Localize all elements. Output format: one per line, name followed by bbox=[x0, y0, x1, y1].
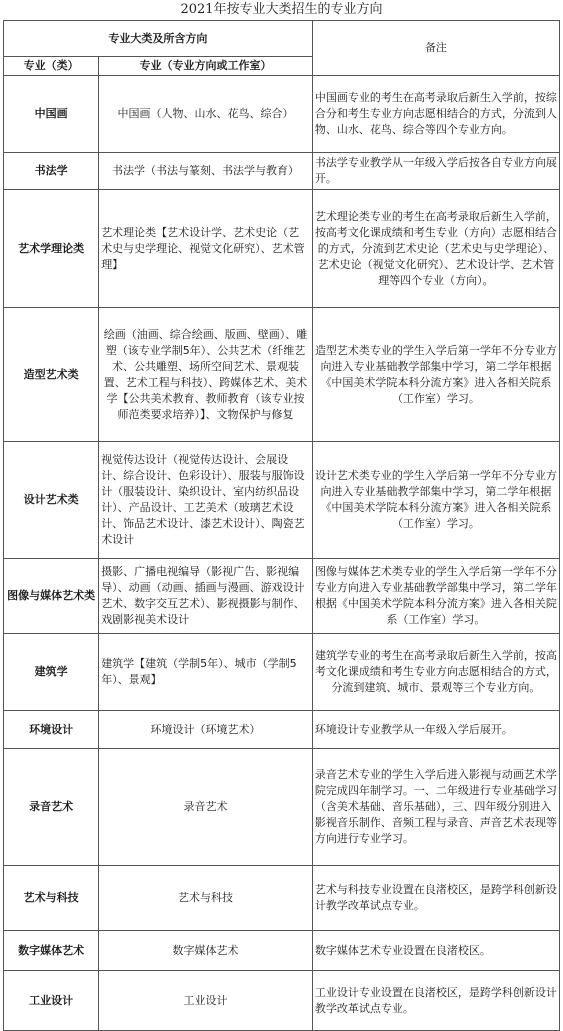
row-major: 艺术与科技 bbox=[99, 866, 313, 931]
majors-table bbox=[3, 20, 560, 1031]
table-row bbox=[4, 442, 560, 559]
row-major: 书法学（书法与篆刻、书法学与教育） bbox=[99, 153, 313, 190]
row-major: 绘画（油画、综合绘画、版画、壁画）、雕塑（该专业学制5年）、公共艺术（纤维艺术、公共雕塑、场所空间艺术、景观装置、艺术工程与科技）、跨媒体艺术、美术学【公共美术教育、教师教育（该专业按师范类要求培养）】、文物保护与修复 bbox=[99, 308, 313, 442]
row-major: 摄影、广播电视编导（影视广告、影视编导）、动画（动画、插画与漫画、游戏设计艺术、数字交互艺术）、影视摄影与制作、戏剧影视美术设计 bbox=[99, 559, 313, 634]
table-row bbox=[4, 559, 560, 634]
row-major: 工业设计 bbox=[99, 971, 313, 1031]
row-major: 建筑学【建筑（学制5年）、城市（学制5年）、景观】 bbox=[99, 634, 313, 711]
row-class: 录音艺术 bbox=[4, 749, 99, 866]
row-remark: 设计艺术类专业的学生入学后第一学年不分专业方向进入专业基础教学部集中学习，第二学年根据《中国美术学院本科分流方案》进入各相关院系（工作室）学习。 bbox=[312, 442, 559, 559]
header-remark: 备注 bbox=[312, 21, 559, 76]
row-major: 数字媒体艺术 bbox=[99, 931, 313, 971]
row-class: 造型艺术类 bbox=[4, 308, 99, 442]
row-remark: 书法学专业教学从一年级入学后按各自专业方向展开。 bbox=[312, 153, 559, 190]
row-remark: 环境设计专业教学从一年级入学后展开。 bbox=[312, 711, 559, 749]
row-remark: 艺术与科技专业设置在良渚校区，是跨学科创新设计教学改革试点专业。 bbox=[312, 866, 559, 931]
row-major: 视觉传达设计（视觉传达设计、会展设计、综合设计、色彩设计）、服装与服饰设计（服装设计、染织设计、室内纺织品设计）、产品设计、工艺美术（玻璃艺术设计、饰品艺术设计、漆艺术设计）、陶瓷艺术设计 bbox=[99, 442, 313, 559]
table-row bbox=[4, 971, 560, 1031]
table-row bbox=[4, 308, 560, 442]
row-major: 环境设计（环境艺术） bbox=[99, 711, 313, 749]
row-class: 工业设计 bbox=[4, 971, 99, 1031]
row-class: 艺术学理论类 bbox=[4, 190, 99, 308]
row-remark: 中国画专业的考生在高考录取后新生入学前，按综合分和考生专业方向志愿相结合的方式，分流到人物、山水、花鸟、综合等四个专业方向。 bbox=[312, 76, 559, 153]
table-row bbox=[4, 190, 560, 308]
row-major: 艺术理论类【艺术设计学、艺术史论（艺术史与史学理论、视觉文化研究）、艺术管理】 bbox=[99, 190, 313, 308]
page-title: 2021年按专业大类招生的专业方向 bbox=[180, 2, 383, 17]
row-remark: 录音艺术专业的学生入学后进入影视与动画艺术学院完成四年制学习。一、二年级进行专业基础学习（含美术基础、音乐基础），三、四年级分别进入影视音乐制作、音频工程与录音、声音艺术表现等方向进行专业学习。 bbox=[312, 749, 559, 866]
row-remark: 造型艺术类专业的学生入学后第一学年不分专业方向进入专业基础教学部集中学习，第二学年根据《中国美术学院本科分流方案》进入各相关院系（工作室）学习。 bbox=[312, 308, 559, 442]
row-class: 图像与媒体艺术类 bbox=[4, 559, 99, 634]
header-group: 专业大类及所含方向 bbox=[4, 21, 313, 57]
row-class: 数字媒体艺术 bbox=[4, 931, 99, 971]
row-class: 中国画 bbox=[4, 76, 99, 153]
table-row bbox=[4, 931, 560, 971]
table-header-row bbox=[4, 21, 560, 57]
table-row bbox=[4, 749, 560, 866]
row-remark: 建筑学专业的考生在高考录取后新生入学前，按高考文化课成绩和考生专业方向志愿相结合的方式，分流到建筑、城市、景观等三个专业方向。 bbox=[312, 634, 559, 711]
header-major: 专业（专业方向或工作室） bbox=[99, 57, 313, 76]
row-remark: 工业设计专业设置在良渚校区，是跨学科创新设计教学改革试点专业。 bbox=[312, 971, 559, 1031]
row-major: 中国画（人物、山水、花鸟、综合） bbox=[99, 76, 313, 153]
row-major: 录音艺术 bbox=[99, 749, 313, 866]
table-row bbox=[4, 76, 560, 153]
row-class: 环境设计 bbox=[4, 711, 99, 749]
header-class: 专业（类） bbox=[4, 57, 99, 76]
row-remark: 图像与媒体艺术类专业的学生入学后第一学年不分专业方向进入专业基础教学部集中学习，第二学年根据《中国美术学院本科分流方案》进入各相关院系（工作室）学习。 bbox=[312, 559, 559, 634]
row-class: 设计艺术类 bbox=[4, 442, 99, 559]
row-remark: 艺术理论类专业的考生在高考录取后新生入学前，按高考文化课成绩和考生专业（方向）志愿相结合的方式，分流到艺术史论（艺术史与史学理论）、艺术史论（视觉文化研究）、艺术设计学、艺术管理等四个专业（方向）。 bbox=[312, 190, 559, 308]
table-row bbox=[4, 866, 560, 931]
table-row bbox=[4, 711, 560, 749]
row-remark: 数字媒体艺术专业设置在良渚校区。 bbox=[312, 931, 559, 971]
table-row bbox=[4, 634, 560, 711]
row-class: 建筑学 bbox=[4, 634, 99, 711]
table-row bbox=[4, 153, 560, 190]
row-class: 书法学 bbox=[4, 153, 99, 190]
row-class: 艺术与科技 bbox=[4, 866, 99, 931]
